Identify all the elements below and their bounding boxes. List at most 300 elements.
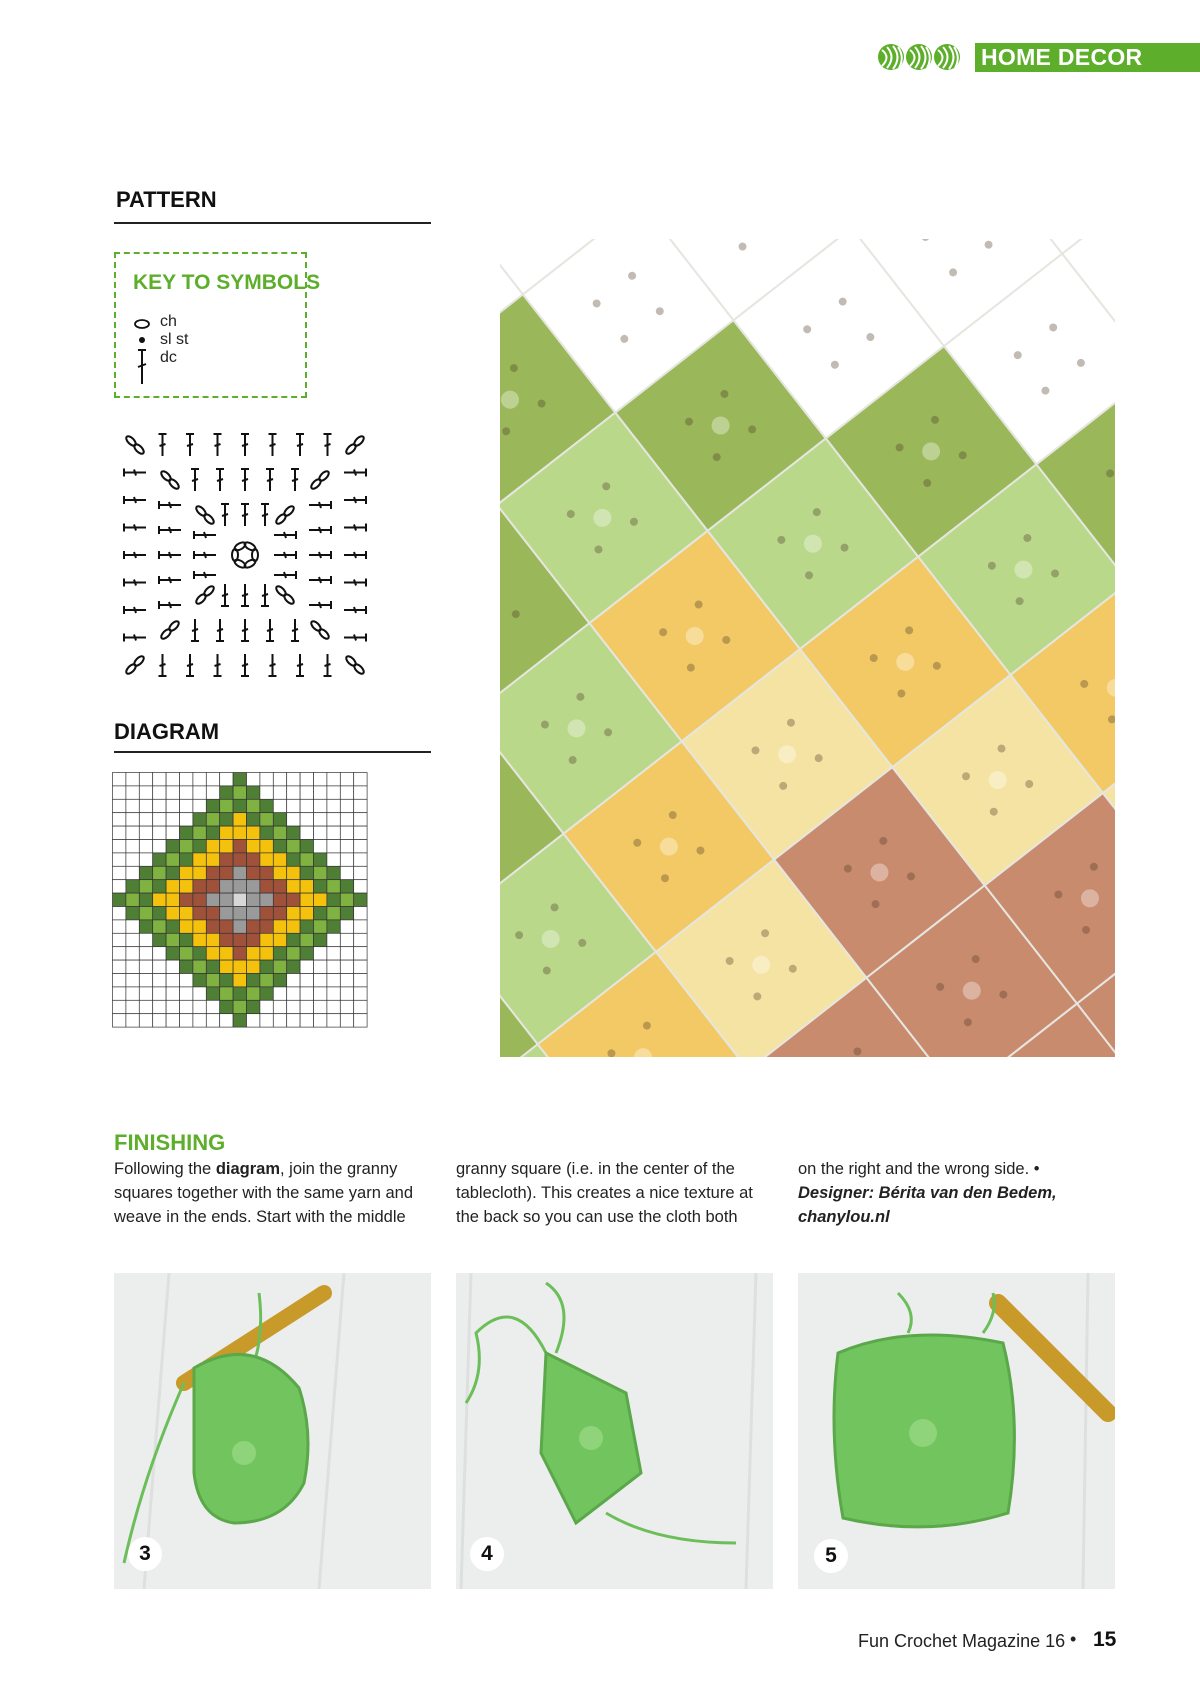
grid-cell (327, 893, 340, 906)
grid-cell (327, 933, 340, 946)
designer-website: chanylou.nl (798, 1208, 890, 1226)
grid-cell (220, 866, 233, 879)
dc-stitch-icon (274, 571, 296, 579)
grid-cell (220, 880, 233, 893)
grid-cell (113, 893, 126, 906)
grid-cell (247, 773, 260, 786)
symbol-icons (132, 314, 152, 386)
grid-cell (300, 1014, 313, 1027)
grid-cell (354, 920, 367, 933)
chain-icon (283, 505, 296, 518)
grid-cell (287, 933, 300, 946)
grid-cell (233, 933, 246, 946)
grid-cell (180, 947, 193, 960)
dc-stitch-icon (261, 504, 269, 526)
step-badge-4: 4 (470, 1537, 504, 1571)
grid-cell (287, 773, 300, 786)
grid-cell (206, 866, 219, 879)
grid-cell (233, 853, 246, 866)
grid-cell (354, 960, 367, 973)
grid-cell (314, 799, 327, 812)
grid-cell (354, 840, 367, 853)
grid-cell (233, 866, 246, 879)
grid-cell (193, 974, 206, 987)
grid-cell (340, 1000, 353, 1013)
grid-cell (314, 960, 327, 973)
dc-stitch-icon (124, 496, 146, 504)
grid-cell (193, 866, 206, 879)
grid-cell (354, 786, 367, 799)
grid-cell (220, 1000, 233, 1013)
grid-cell (233, 947, 246, 960)
grid-cell (273, 799, 286, 812)
grid-cell (166, 1014, 179, 1027)
grid-cell (327, 907, 340, 920)
grid-cell (287, 987, 300, 1000)
grid-cell (314, 773, 327, 786)
dc-stitch-icon (221, 584, 229, 606)
grid-cell (193, 947, 206, 960)
dc-stitch-icon (261, 584, 269, 606)
grid-cell (354, 933, 367, 946)
grid-cell (233, 840, 246, 853)
footer-magazine: Fun Crochet Magazine 16 (858, 1631, 1066, 1651)
chain-oval-icon (135, 320, 149, 328)
grid-cell (260, 813, 273, 826)
grid-cell (166, 866, 179, 879)
grid-cell (193, 907, 206, 920)
grid-cell (153, 786, 166, 799)
grid-cell (126, 813, 139, 826)
grid-cell (206, 813, 219, 826)
grid-cell (247, 947, 260, 960)
grid-cell (113, 826, 126, 839)
grid-cell (166, 786, 179, 799)
dc-stitch-icon (191, 619, 199, 641)
grid-cell (180, 1000, 193, 1013)
grid-cell (314, 840, 327, 853)
grid-cell (340, 920, 353, 933)
grid-cell (220, 799, 233, 812)
yarn-ball-icon (906, 44, 932, 70)
chain-icon (318, 470, 331, 483)
chain-icon (283, 593, 296, 606)
grid-cell (233, 920, 246, 933)
grid-cell (153, 880, 166, 893)
grid-cell (166, 920, 179, 933)
grid-cell (220, 786, 233, 799)
grid-cell (354, 1014, 367, 1027)
grid-cell (166, 826, 179, 839)
grid-cell (139, 773, 152, 786)
grid-cell (139, 840, 152, 853)
grid-cell (126, 866, 139, 879)
grid-cell (314, 1014, 327, 1027)
grid-cell (180, 773, 193, 786)
dc-stitch-icon (191, 469, 199, 491)
grid-cell (287, 920, 300, 933)
grid-cell (273, 960, 286, 973)
dc-stitch-icon (274, 531, 296, 539)
grid-cell (233, 799, 246, 812)
grid-cell (166, 813, 179, 826)
grid-cell (300, 893, 313, 906)
grid-cell (166, 974, 179, 987)
grid-cell (113, 813, 126, 826)
dc-stitch-icon (194, 531, 216, 539)
grid-cell (139, 960, 152, 973)
grid-cell (166, 799, 179, 812)
tablecloth-photo (500, 239, 1115, 1057)
grid-cell (300, 974, 313, 987)
grid-cell (247, 893, 260, 906)
dc-stitch-icon (214, 434, 222, 456)
grid-cell (340, 947, 353, 960)
step-badge-5: 5 (814, 1539, 848, 1573)
grid-cell (153, 974, 166, 987)
grid-cell (300, 786, 313, 799)
dc-stitch-icon (124, 579, 146, 587)
grid-cell (113, 933, 126, 946)
grid-cell (153, 907, 166, 920)
grid-cell (287, 1014, 300, 1027)
grid-cell (113, 840, 126, 853)
grid-cell (300, 920, 313, 933)
grid-cell (327, 987, 340, 1000)
grid-cell (300, 947, 313, 960)
grid-cell (247, 813, 260, 826)
chain-icon (353, 663, 366, 676)
grid-cell (139, 880, 152, 893)
grid-cell (273, 826, 286, 839)
grid-cell (287, 960, 300, 973)
grid-cell (327, 1014, 340, 1027)
grid-cell (340, 880, 353, 893)
grid-cell (180, 974, 193, 987)
grid-cell (260, 987, 273, 1000)
symbol-label-ch: ch (160, 313, 177, 330)
grid-cell (314, 920, 327, 933)
dc-stitch-icon (324, 654, 332, 676)
chain-icon (243, 541, 256, 552)
grid-cell (126, 853, 139, 866)
grid-cell (180, 840, 193, 853)
grid-cell (354, 866, 367, 879)
grid-cell (314, 866, 327, 879)
grid-cell (220, 813, 233, 826)
grid-cell (166, 933, 179, 946)
grid-cell (126, 987, 139, 1000)
grid-cell (193, 853, 206, 866)
dc-stitch-icon (159, 501, 181, 509)
grid-cell (314, 933, 327, 946)
grid-cell (233, 786, 246, 799)
grid-cell (220, 826, 233, 839)
grid-cell (220, 987, 233, 1000)
grid-cell (153, 920, 166, 933)
grid-cell (327, 1000, 340, 1013)
grid-cell (220, 893, 233, 906)
grid-cell (340, 866, 353, 879)
grid-cell (327, 960, 340, 973)
dc-stitch-icon (124, 551, 146, 559)
grid-cell (247, 987, 260, 1000)
dc-stitch-icon (216, 469, 224, 491)
grid-cell (206, 974, 219, 987)
grid-cell (153, 947, 166, 960)
grid-cell (180, 799, 193, 812)
grid-cell (126, 893, 139, 906)
grid-cell (273, 880, 286, 893)
grid-cell (300, 933, 313, 946)
dc-stitch-icon (186, 434, 194, 456)
grid-cell (126, 960, 139, 973)
grid-cell (233, 974, 246, 987)
grid-cell (113, 853, 126, 866)
dc-stitch-icon (214, 654, 222, 676)
grid-cell (327, 773, 340, 786)
grid-cell (139, 920, 152, 933)
grid-cell (260, 773, 273, 786)
grid-cell (206, 960, 219, 973)
grid-cell (126, 880, 139, 893)
grid-cell (247, 880, 260, 893)
dc-stitch-icon (296, 434, 304, 456)
grid-cell (166, 880, 179, 893)
grid-cell (247, 974, 260, 987)
dc-stitch-icon (194, 551, 216, 559)
grid-cell (206, 773, 219, 786)
dc-stitch-icon (309, 501, 331, 509)
grid-cell (273, 840, 286, 853)
grid-cell (139, 1000, 152, 1013)
grid-cell (287, 853, 300, 866)
grid-cell (247, 799, 260, 812)
grid-cell (139, 826, 152, 839)
grid-cell (193, 880, 206, 893)
grid-cell (180, 866, 193, 879)
grid-cell (193, 813, 206, 826)
grid-cell (206, 893, 219, 906)
grid-cell (247, 920, 260, 933)
grid-cell (340, 1014, 353, 1027)
grid-cell (260, 840, 273, 853)
grid-cell (193, 987, 206, 1000)
grid-cell (233, 773, 246, 786)
dc-stitch-icon (159, 434, 167, 456)
grid-cell (300, 773, 313, 786)
grid-cell (300, 987, 313, 1000)
grid-cell (193, 933, 206, 946)
grid-cell (247, 840, 260, 853)
grid-cell (233, 826, 246, 839)
grid-cell (126, 907, 139, 920)
grid-cell (300, 840, 313, 853)
grid-cell (220, 773, 233, 786)
grid-cell (126, 947, 139, 960)
grid-cell (139, 947, 152, 960)
grid-cell (113, 799, 126, 812)
dc-stitch-icon (241, 619, 249, 641)
grid-cell (314, 853, 327, 866)
grid-cell (247, 826, 260, 839)
grid-cell (273, 933, 286, 946)
grid-cell (273, 1000, 286, 1013)
dc-stitch-icon (344, 606, 366, 614)
grid-cell (287, 840, 300, 853)
grid-cell (327, 974, 340, 987)
grid-cell (327, 786, 340, 799)
dc-stitch-icon (159, 601, 181, 609)
dc-stitch-icon (344, 524, 366, 532)
grid-cell (340, 987, 353, 1000)
grid-cell (287, 786, 300, 799)
grid-cell (287, 826, 300, 839)
grid-cell (314, 813, 327, 826)
symbol-label-slst: sl st (160, 331, 189, 348)
dc-stitch-icon (266, 619, 274, 641)
dc-stitch-icon (269, 434, 277, 456)
page-number: 15 (1093, 1628, 1117, 1651)
grid-cell (113, 866, 126, 879)
grid-cell (153, 813, 166, 826)
yarn-ball-icon (934, 44, 960, 70)
dc-stitch-icon (344, 579, 366, 587)
grid-cell (139, 987, 152, 1000)
dc-stitch-icon (124, 634, 146, 642)
grid-cell (260, 799, 273, 812)
grid-cell (153, 987, 166, 1000)
crochet-chart (108, 420, 383, 690)
divider (114, 751, 431, 753)
dc-stitch-icon (241, 584, 249, 606)
grid-cell (113, 974, 126, 987)
grid-cell (233, 1014, 246, 1027)
dc-stitch-icon (274, 551, 296, 559)
dc-stitch-icon (221, 504, 229, 526)
grid-cell (354, 799, 367, 812)
grid-cell (327, 826, 340, 839)
dc-stitch-icon (291, 469, 299, 491)
grid-cell (314, 826, 327, 839)
grid-cell (113, 880, 126, 893)
grid-cell (139, 974, 152, 987)
grid-cell (206, 987, 219, 1000)
dc-stitch-icon (241, 469, 249, 491)
grid-cell (126, 920, 139, 933)
grid-cell (126, 799, 139, 812)
symbol-label-dc: dc (160, 349, 177, 366)
grid-cell (220, 933, 233, 946)
grid-cell (273, 773, 286, 786)
grid-cell (314, 880, 327, 893)
grid-cell (273, 893, 286, 906)
grid-cell (314, 893, 327, 906)
grid-cell (166, 987, 179, 1000)
grid-cell (180, 853, 193, 866)
grid-cell (139, 866, 152, 879)
grid-cell (206, 933, 219, 946)
grid-cell (180, 826, 193, 839)
grid-cell (180, 907, 193, 920)
dc-stitch-icon (186, 654, 194, 676)
grid-cell (287, 866, 300, 879)
grid-cell (247, 786, 260, 799)
grid-cell (340, 813, 353, 826)
chain-icon (125, 435, 138, 448)
grid-cell (180, 960, 193, 973)
grid-cell (153, 826, 166, 839)
grid-cell (180, 880, 193, 893)
dc-stitch-icon (269, 654, 277, 676)
finishing-col-1: Following the diagram, join the granny squares together with the same yarn and weave in the ends. Start with the middle (114, 1160, 414, 1226)
grid-cell (166, 840, 179, 853)
grid-cell (220, 1014, 233, 1027)
grid-cell (327, 813, 340, 826)
grid-cell (153, 866, 166, 879)
grid-cell (300, 813, 313, 826)
pattern-heading: PATTERN (116, 187, 217, 212)
grid-cell (233, 880, 246, 893)
grid-cell (233, 893, 246, 906)
grid-cell (220, 907, 233, 920)
grid-cell (314, 1000, 327, 1013)
grid-cell (139, 1014, 152, 1027)
chain-icon (160, 628, 173, 641)
grid-cell (340, 786, 353, 799)
grid-cell (166, 773, 179, 786)
grid-cell (193, 1000, 206, 1013)
chain-icon (203, 513, 216, 526)
step-badge-3: 3 (128, 1537, 162, 1571)
grid-cell (340, 960, 353, 973)
dc-stitch-icon (241, 504, 249, 526)
dc-stitch-icon (324, 434, 332, 456)
grid-cell (327, 799, 340, 812)
grid-cell (247, 853, 260, 866)
dc-stitch-icon (344, 634, 366, 642)
grid-cell (166, 893, 179, 906)
grid-cell (220, 960, 233, 973)
grid-cell (180, 1014, 193, 1027)
grid-cell (113, 960, 126, 973)
dc-stitch-icon (216, 619, 224, 641)
grid-cell (166, 960, 179, 973)
grid-cell (260, 933, 273, 946)
grid-cell (206, 826, 219, 839)
grid-cell (220, 974, 233, 987)
grid-cell (113, 786, 126, 799)
grid-cell (247, 907, 260, 920)
grid-cell (206, 907, 219, 920)
grid-cell (233, 987, 246, 1000)
grid-cell (153, 853, 166, 866)
chain-icon (318, 628, 331, 641)
grid-cell (314, 947, 327, 960)
grid-cell (354, 947, 367, 960)
grid-cell (180, 893, 193, 906)
grid-cell (340, 840, 353, 853)
grid-cell (260, 893, 273, 906)
grid-cell (260, 1014, 273, 1027)
grid-cell (354, 1000, 367, 1013)
grid-cell (247, 1014, 260, 1027)
grid-cell (273, 920, 286, 933)
grid-cell (273, 947, 286, 960)
grid-cell (354, 987, 367, 1000)
finishing-col-2: granny square (i.e. in the center of the tablecloth). This creates a nice texture at the back so you can use the cloth both (456, 1160, 753, 1226)
grid-cell (273, 786, 286, 799)
